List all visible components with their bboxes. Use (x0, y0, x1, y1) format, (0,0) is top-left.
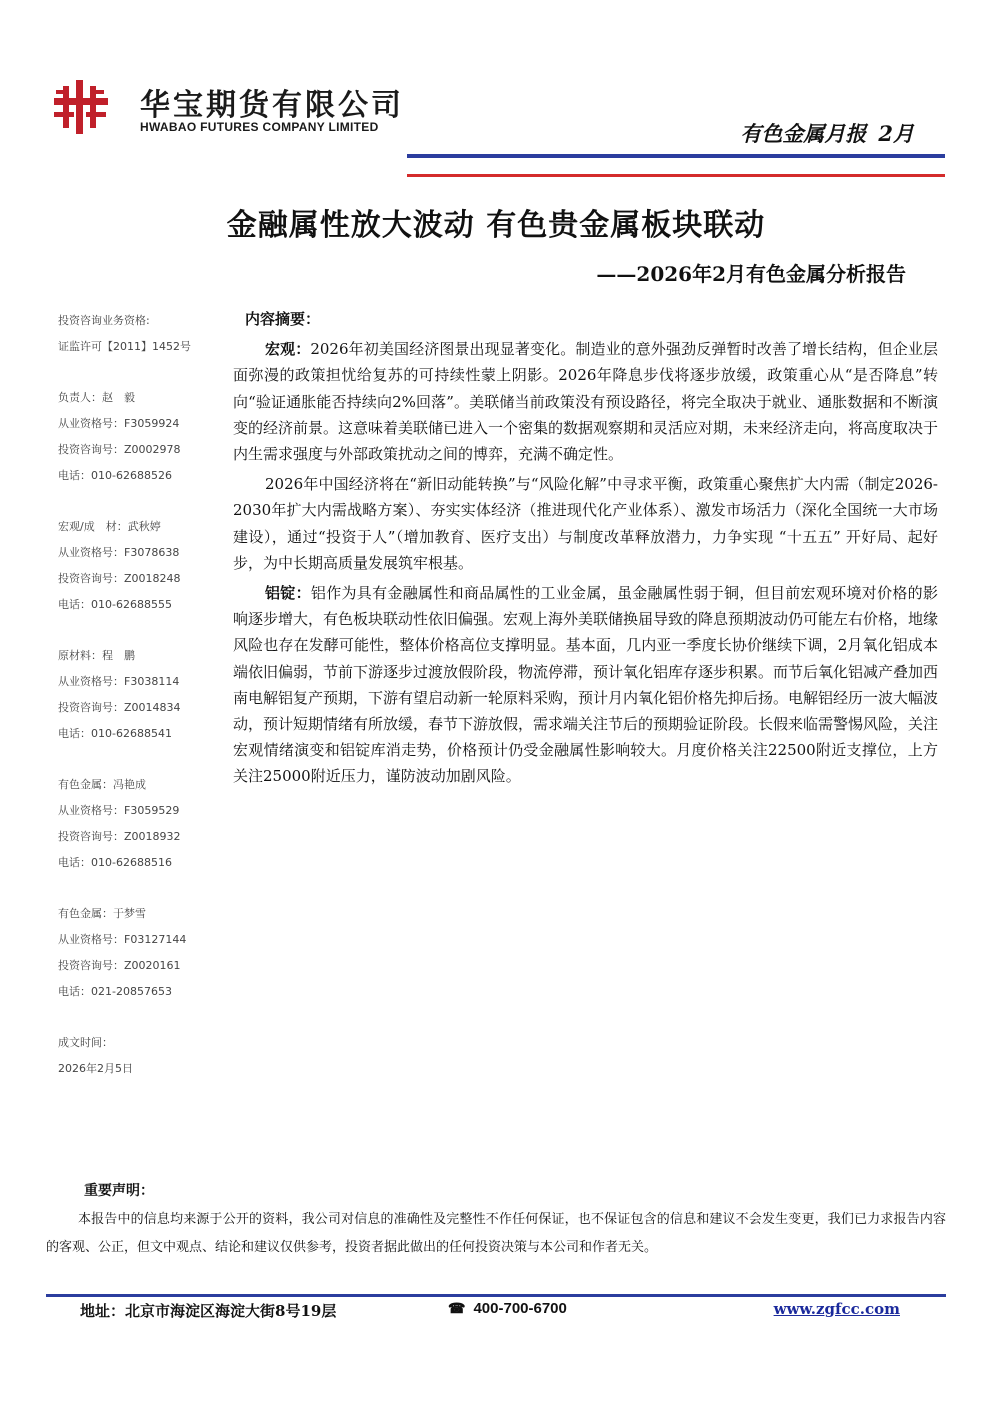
sidebar-line: 证监许可【2011】1452号 (58, 340, 191, 353)
sidebar-line: 电话：010-62688526 (58, 469, 172, 482)
analyst-sidebar (58, 313, 208, 1087)
sidebar-line: 电话：010-62688516 (58, 856, 172, 869)
footer-phone (448, 1300, 567, 1317)
sidebar-line: 从业资格号：F3038114 (58, 675, 180, 688)
sidebar-spacer (58, 623, 208, 648)
aluminum-paragraph (233, 580, 938, 790)
header-divider-blue (407, 154, 945, 158)
footer-divider (46, 1294, 946, 1297)
sidebar-line: 投资咨询号：Z0020161 (58, 959, 181, 972)
sidebar-line: 从业资格号：F3059924 (58, 417, 180, 430)
disclaimer-title: 重要声明： (84, 1183, 154, 1199)
report-month: 2月 (878, 121, 914, 146)
sidebar-line: 有色金属：于梦雪 (58, 907, 146, 920)
sidebar-line: 投资咨询业务资格: (58, 314, 150, 327)
report-type (740, 118, 914, 148)
sidebar-line: 成文时间： (58, 1036, 113, 1049)
sidebar-spacer (58, 881, 208, 906)
sidebar-line: 宏观/成 材：武秋婷 (58, 520, 161, 533)
aluminum-text: 铝作为具有金融属性和商品属性的工业金属，虽金融属性弱于铜，但目前宏观环境对价格的影响逐步增大，有色板块联动性依旧偏强。宏观上海外美联储换届导致的降息预期波动仍可能左右价格，地缘风险也存在发酵可能性，整体价格高位支撑明显。基本面，几内亚一季度长协价继续下调，2月氧化铝成本端依旧偏弱，节前下游逐步过渡放假阶段，物流停滞，预计氧化铝库存逐步积累。而节后氧化铝减产叠加西南电解铝复产预期，下游有望启动新一轮原料采购，预计月内氧化铝价格先抑后扬。电解铝经历一波大幅波动，预计短期情绪有所放缓，春节下游放假，需求端关注节后的预期验证阶段。长假来临需警惕风险，关注宏观情绪演变和铝锭库消走势，价格预计仍受金融属性影响较大。月度价格关注22500附近支撑位，上方关注25000附近压力，谨防波动加剧风险。 (233, 584, 939, 786)
company-name-cn: 华宝期货有限公司 (140, 88, 404, 123)
sidebar-line: 电话：021-20857653 (58, 985, 172, 998)
aluminum-label: 铝锭： (265, 584, 311, 603)
phone-icon: ☎ (448, 1300, 466, 1316)
sidebar-line: 投资咨询号：Z0002978 (58, 443, 181, 456)
sidebar-spacer (58, 365, 208, 390)
sidebar-line: 投资咨询号：Z0014834 (58, 701, 181, 714)
macro-label: 宏观： (265, 340, 311, 359)
main-title: 金融属性放大波动 有色贵金属板块联动 (226, 208, 766, 243)
sidebar-spacer (58, 752, 208, 777)
header-divider-red (407, 174, 945, 177)
macro-paragraph (233, 336, 938, 467)
sidebar-spacer (58, 494, 208, 519)
footer-phone-number: 400-700-6700 (473, 1300, 567, 1317)
summary-label: 内容摘要： (245, 310, 321, 328)
footer-website-link[interactable]: www.zgfcc.com (773, 1300, 900, 1318)
sidebar-line: 2026年2月5日 (58, 1062, 133, 1075)
hwabao-logo-icon (52, 76, 110, 136)
sidebar-line: 从业资格号：F03127144 (58, 933, 187, 946)
sidebar-line: 从业资格号：F3059529 (58, 804, 180, 817)
sidebar-spacer (58, 1010, 208, 1035)
china-paragraph (233, 471, 938, 576)
china-text: 2026年中国经济将在“新旧动能转换”与“风险化解”中寻求平衡，政策重心聚焦扩大内需（制定2026-2030年扩大内需战略方案）、夯实实体经济（推进现代化产业体系）、激发市场活力（深化全国统一大市场建设），通过“投资于人”（增加教育、医疗支出）与制度改革释放潜力，力争实现 “十五五” 开好局、起好步，为中长期高质量发展筑牢根基。 (233, 475, 938, 572)
sidebar-line: 投资咨询号：Z0018932 (58, 830, 181, 843)
footer-address: 地址：北京市海淀区海淀大街8号19层 (80, 1302, 337, 1320)
sidebar-line: 原材料：程 鹏 (58, 649, 135, 662)
sidebar-line: 电话：010-62688555 (58, 598, 172, 611)
report-content (233, 306, 938, 794)
sidebar-line: 投资咨询号：Z0018248 (58, 572, 181, 585)
company-logo (52, 76, 110, 136)
macro-text: 2026年初美国经济图景出现显著变化。制造业的意外强劲反弹暂时改善了增长结构，但企业层面弥漫的政策担忧给复苏的可持续性蒙上阴影。2026年降息步伐将逐步放缓，政策重心从“是否降息”转向“验证通胀能否持续向2%回落”。美联储当前政策没有预设路径，将完全取决于就业、通胀数据和不断演变的经济前景。这意味着美联储已进入一个密集的数据观察期和灵活应对期，未来经济走向，将高度取决于内生需求强度与外部政策扰动之间的博弈，充满不确定性。 (233, 340, 939, 464)
disclaimer-text: 本报告中的信息均来源于公开的资料，我公司对信息的准确性及完整性不作任何保证，也不保证包含的信息和建议不会发生变更，我们已力求报告内容的客观、公正，但文中观点、结论和建议仅供参考，投资者据此做出的任何投资决策与本公司和作者无关。 (46, 1212, 946, 1255)
sidebar-line: 从业资格号：F3078638 (58, 546, 180, 559)
sidebar-line: 负责人：赵 毅 (58, 391, 135, 404)
sub-title: ——2026年2月有色金属分析报告 (596, 262, 906, 286)
sidebar-line: 有色金属：冯艳成 (58, 778, 146, 791)
sidebar-line: 电话：010-62688541 (58, 727, 172, 740)
company-name-en: HWABAO FUTURES COMPANY LIMITED (140, 120, 379, 134)
report-type-label: 有色金属月报 (740, 121, 867, 146)
